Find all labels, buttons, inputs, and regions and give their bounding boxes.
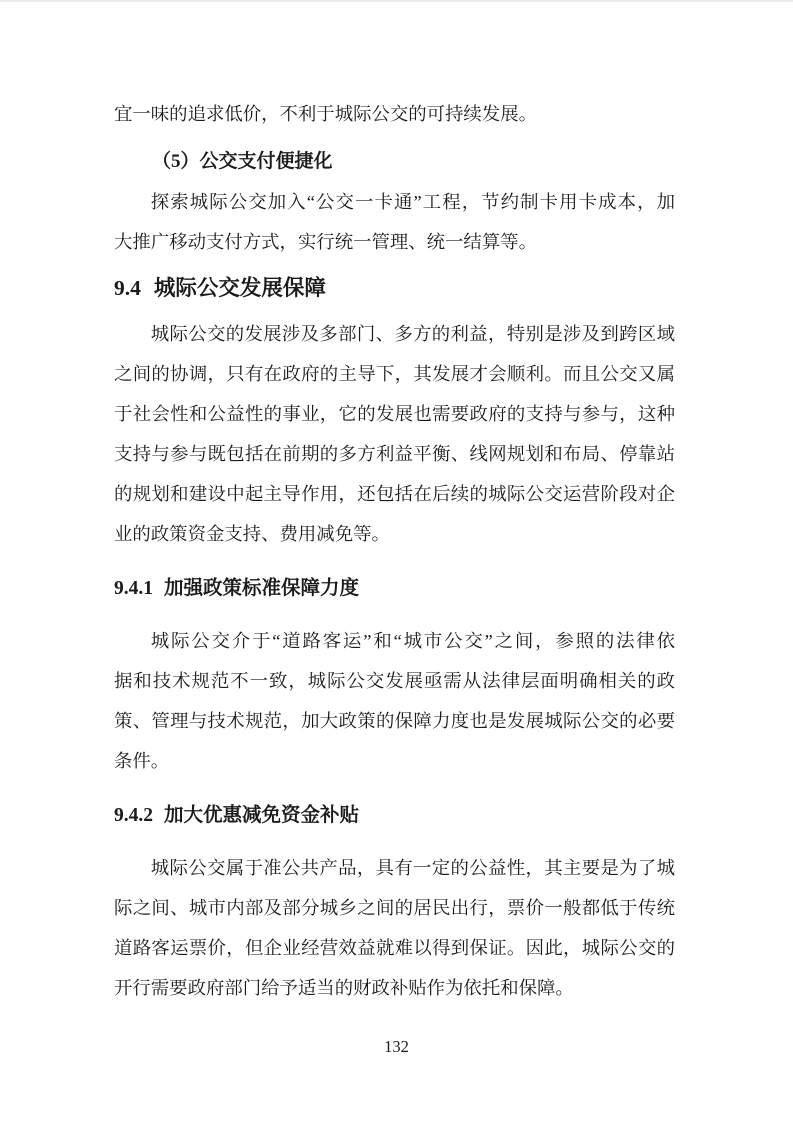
heading-title: 加大优惠减免资金补贴 [164, 805, 360, 826]
paragraph-subsidy-line: 道路客运票价，但企业经营效益就难以得到保证。因此，城际公交的 [114, 938, 675, 958]
page-content [114, 94, 675, 1008]
paragraph-guarantee-line: 之间的协调，只有在政府的主导下，其发展才会顺利。而且公交又属 [114, 364, 675, 384]
paragraph-policy-line: 据和技术规范不一致，城际公交发展亟需从法律层面明确相关的政 [114, 671, 675, 691]
paragraph-guarantee-line: 业的政策资金支持、费用减免等。 [114, 524, 390, 544]
page-number: 132 [384, 1037, 409, 1056]
paragraph-subsidy-line: 城际公交属于准公共产品，具有一定的公益性，其主要是为了城 [150, 858, 675, 878]
heading-number: 9.4.1 [114, 578, 153, 599]
paragraph-policy-line: 策、管理与技术规范，加大政策的保障力度也是发展城际公交的必要 [114, 711, 675, 731]
heading-section-9-4 [114, 268, 675, 308]
heading-item-5: （5）公交支付便捷化 [152, 151, 333, 172]
paragraph-guarantee-line: 支持与参与既包括在前期的多方利益平衡、线网规划和布局、停靠站 [114, 444, 675, 464]
paragraph-continued-line: 宜一味的追求低价，不利于城际公交的可持续发展。 [114, 104, 537, 124]
heading-number: 9.4 [114, 276, 141, 300]
heading-title: 城际公交发展保障 [153, 276, 326, 300]
heading-title: 加强政策标准保障力度 [164, 578, 360, 599]
paragraph-payment-line: 探索城际公交加入“公交一卡通”工程，节约制卡用卡成本，加 [150, 192, 675, 212]
paragraph-subsidy-line: 际之间、城市内部及部分城乡之间的居民出行，票价一般都低于传统 [114, 898, 675, 918]
paragraph-guarantee-line: 城际公交的发展涉及多部门、多方的利益，特别是涉及到跨区域 [150, 324, 675, 344]
paragraph-policy-line: 城际公交介于“道路客运”和“城市公交”之间，参照的法律依 [150, 631, 675, 651]
heading-section-9-4-2 [114, 796, 675, 836]
paragraph-guarantee-line: 的规划和建设中起主导作用，还包括在后续的城际公交运营阶段对企 [114, 484, 675, 504]
page-top-edge-line [0, 0, 793, 2]
paragraph-guarantee-line: 于社会性和公益性的事业，它的发展也需要政府的支持与参与，这种 [114, 404, 675, 424]
paragraph-subsidy-line: 开行需要政府部门给予适当的财政补贴作为依托和保障。 [114, 978, 574, 998]
heading-number: 9.4.2 [114, 805, 153, 826]
heading-section-9-4-1 [114, 569, 675, 609]
paragraph-policy-line: 条件。 [114, 751, 170, 771]
paragraph-payment-line: 大推广移动支付方式，实行统一管理、统一结算等。 [114, 232, 537, 252]
